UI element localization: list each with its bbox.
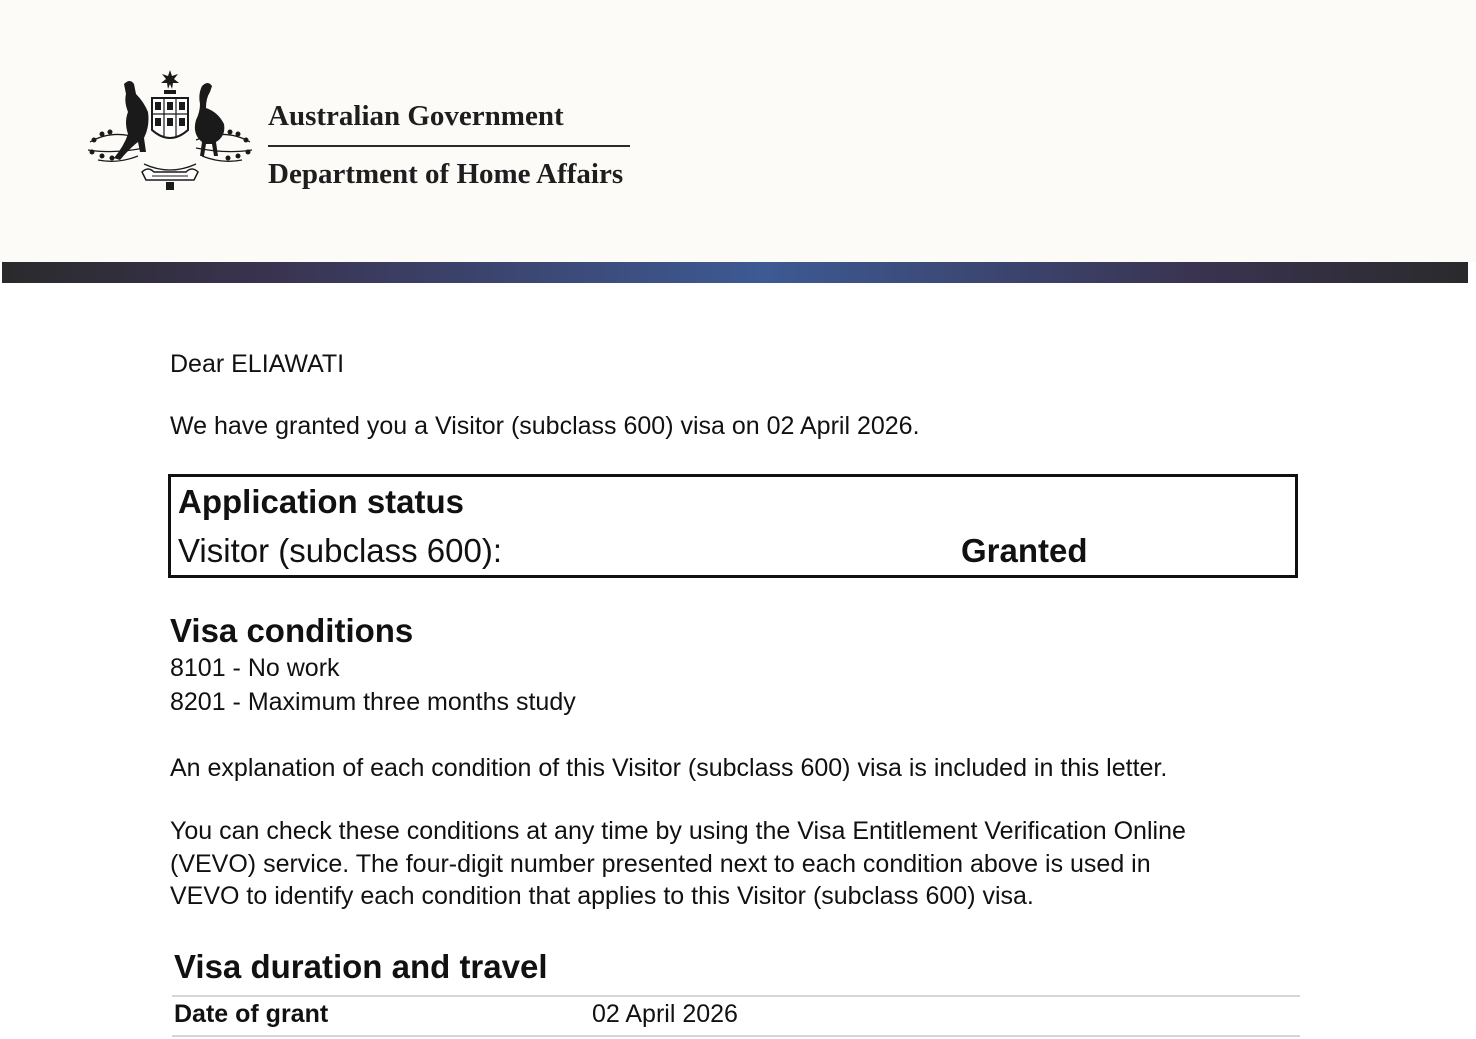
department-name: Department of Home Affairs	[268, 158, 624, 190]
vevo-line: VEVO to identify each condition that applies to this Visitor (subclass 600) visa.	[170, 882, 1034, 910]
header-band	[2, 262, 1468, 283]
visa-type-label: Visitor (subclass 600):	[178, 532, 503, 569]
letterhead	[0, 0, 1476, 262]
status-value: Granted	[961, 532, 1088, 569]
coat-of-arms-icon	[84, 68, 256, 194]
date-of-grant-label: Date of grant	[174, 1000, 329, 1028]
conditions-explanation: An explanation of each condition of this Visitor (subclass 600) visa is included in this letter.	[170, 754, 1168, 782]
date-of-grant-value: 02 April 2026	[592, 1000, 738, 1028]
vevo-line: (VEVO) service. The four-digit number presented next to each condition above is used in	[170, 849, 1151, 878]
condition-item: 8201 - Maximum three months study	[170, 688, 576, 716]
government-name: Australian Government	[268, 100, 564, 132]
letterhead-divider	[268, 145, 630, 147]
application-status-box	[168, 474, 1298, 578]
application-status-title: Application status	[178, 483, 465, 520]
vevo-paragraph	[170, 815, 1305, 913]
table-divider	[172, 995, 1300, 997]
grant-statement: We have granted you a Visitor (subclass 600) visa on 02 April 2026.	[170, 412, 920, 440]
greeting: Dear ELIAWATI	[170, 350, 345, 378]
visa-duration-heading: Visa duration and travel	[174, 948, 548, 985]
table-divider	[172, 1035, 1300, 1037]
visa-conditions-heading: Visa conditions	[170, 612, 414, 649]
condition-item: 8101 - No work	[170, 654, 340, 682]
vevo-line: You can check these conditions at any time by using the Visa Entitlement Verification Online	[170, 817, 1186, 845]
